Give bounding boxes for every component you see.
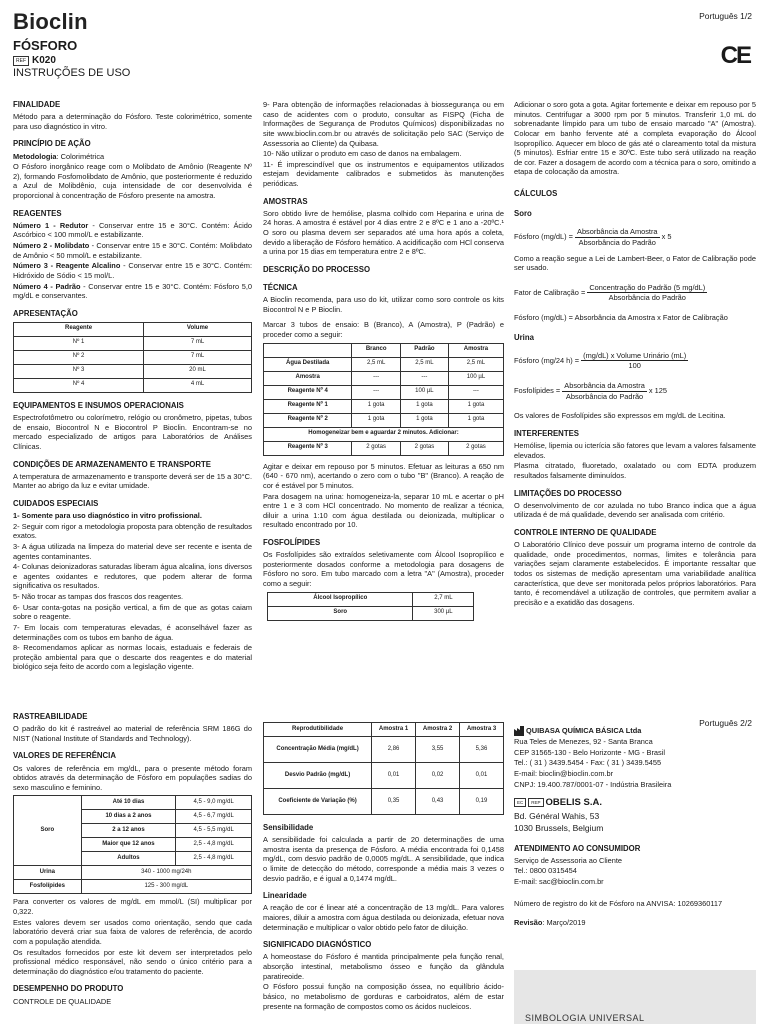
- contact-line: E-mail: sac@bioclin.com.br: [514, 876, 604, 886]
- brand-logo: Bioclin: [13, 9, 88, 34]
- table-cell: 1 gota: [448, 413, 503, 427]
- table-row: [14, 364, 252, 378]
- address-line: 1030 Brussels, Belgium: [514, 822, 604, 833]
- ref-code-value: K020: [32, 55, 56, 66]
- section-heading: CUIDADOS ESPECIAIS: [13, 498, 99, 508]
- table-cell: ---: [352, 371, 401, 385]
- address-line: Tel.: ( 31 ) 3439.5454 - Fax: ( 31 ) 3439.5455: [514, 758, 662, 768]
- paragraph: Como a reação segue a Lei de Lambert-Beer, o Fator de Calibração pode ser usado.: [514, 253, 756, 273]
- ce-mark-icon: CE: [720, 42, 750, 69]
- table-cell: Urina: [14, 866, 82, 880]
- paragraph: Estes valores devem ser usados como orientação, sendo que cada laboratório deverá criar sua faixa de valores de referência, de acordo com a população atendida.: [13, 917, 252, 946]
- section-heading: DESEMPENHO DO PRODUTO: [13, 984, 124, 994]
- section-heading: Sensibilidade: [263, 823, 314, 832]
- table-row: [264, 763, 504, 789]
- section-heading: EQUIPAMENTOS E INSUMOS OPERACIONAIS: [13, 400, 184, 410]
- page2-column-1: [13, 712, 252, 1007]
- fraction: [562, 381, 647, 401]
- list-item: 10- Não utilizar o produto em caso de danos na embalagem.: [263, 149, 462, 159]
- table-row: [14, 796, 252, 810]
- paragraph: Espectrofotômetro ou colorímetro, relógio ou cronômetro, pipetas, tubos de ensaio, Biocontrol N e Biocontrol P Bioclin. Encontram-se no mercado especializado de artigos para Laboratórios de Análises Clínicas.: [13, 413, 252, 451]
- table-cell: 100 µL: [448, 371, 503, 385]
- address-line: CNPJ: 19.400.787/0001-07 - Indústria Brasileira: [514, 779, 672, 789]
- section-heading: REAGENTES: [13, 208, 62, 218]
- fraction: [587, 283, 707, 303]
- table-cell: ---: [352, 385, 401, 399]
- paragraph: O Fósforo inorgânico reage com o Molibdato de Amônio (Reagente Nº 2), formando Fosfomolibdato de Amônio, que posteriormente é reduzido a Azul de Molibdênio, cuja intensidade de cor desenvolvida é proporcional à concentração de Fósforo presente na amostra.: [13, 162, 252, 200]
- section-heading: Urina: [514, 332, 534, 342]
- table-cell: ---: [400, 371, 448, 385]
- section-heading: ATENDIMENTO AO CONSUMIDOR: [514, 843, 641, 853]
- list-item: 5- Não trocar as tampas dos frascos dos reagentes.: [13, 592, 184, 601]
- reference-values-table: [13, 795, 252, 894]
- table-cell: Fosfolípides: [14, 880, 82, 894]
- page-language-label: Português 1/2: [699, 11, 752, 21]
- paragraph: Agitar e deixar em repouso por 5 minutos. Efetuar as leituras a 650 nm (640 - 670 nm), acertando o zero com o tubo "B" (Branco). A reação de cor é estável por 5 minutos.: [263, 461, 504, 490]
- table-row: [264, 357, 504, 371]
- manufacturer-icon: [514, 726, 524, 736]
- value: : Março/2019: [542, 918, 586, 928]
- list-item: 8- Recomendamos aplicar as normas locais, estaduais e federais de proteção ambiental para que o descarte dos reagentes e do material biológico seja feito de acordo com a legislação vigente.: [13, 643, 252, 672]
- label: Número 3 - Reagente Alcalino: [13, 261, 121, 271]
- section-heading: RASTREABILIDADE: [13, 712, 88, 721]
- formula-right: x 125: [648, 386, 667, 396]
- table-cell: 0,43: [416, 789, 460, 815]
- table-cell: 300 µL: [413, 606, 474, 620]
- eu-representative: [514, 797, 756, 809]
- paragraph: Método para a determinação do Fósforo. Teste colorimétrico, somente para uso diagnóstico in vitro.: [13, 112, 252, 131]
- table-cell: 0,19: [460, 789, 504, 815]
- table-cell: Água Destilada: [264, 357, 352, 371]
- table-cell: Nº 2: [14, 350, 144, 364]
- table-cell: 10 dias a 2 anos: [81, 810, 176, 824]
- table-cell: 2 gotas: [448, 441, 503, 455]
- table-cell: Reagente Nº 1: [264, 399, 352, 413]
- list-item: 11- É imprescindível que os instrumentos e equipamentos utilizados estejam devidamente calibrados e submetidos às manutenções periódicas.: [263, 159, 504, 188]
- procedure-table: [263, 343, 504, 456]
- table-cell: 1 gota: [352, 399, 401, 413]
- table-row: [264, 399, 504, 413]
- section-heading: CONTROLE INTERNO DE QUALIDADE: [514, 527, 657, 537]
- table-cell: 1 gota: [352, 413, 401, 427]
- contact-line: Tel.: 0800 0315454: [514, 866, 577, 876]
- table-cell: 4,5 - 6,7 mg/dL: [176, 810, 252, 824]
- label: Número 4 - Padrão: [13, 281, 81, 291]
- denominator: Absorbância do Padrão: [608, 293, 686, 303]
- table-header: Padrão: [400, 343, 448, 357]
- table-cell: 0,35: [372, 789, 416, 815]
- table-row: [264, 385, 504, 399]
- address-line: E-mail: bioclin@bioclin.com.br: [514, 768, 614, 778]
- paragraph: CONTROLE DE QUALIDADE: [13, 996, 112, 1006]
- section-heading: DESCRIÇÃO DO PROCESSO: [263, 264, 371, 274]
- formula-phosphorus: [514, 227, 756, 247]
- table-cell: Maior que 12 anos: [81, 838, 176, 852]
- page2-column-2: [263, 722, 504, 1012]
- table-cell: Até 10 dias: [81, 796, 176, 810]
- table-cell: Reagente Nº 3: [264, 441, 352, 455]
- anvisa-registration: Número de registro do kit de Fósforo na ANVISA: 10269360117: [514, 898, 723, 908]
- numerator: Concentração do Padrão (5 mg/dL): [589, 282, 706, 292]
- section-heading: LIMITAÇÕES DO PROCESSO: [514, 488, 622, 498]
- table-cell: 0,02: [416, 763, 460, 789]
- fraction: [575, 227, 660, 247]
- table-cell: Desvio Padrão (mg/dL): [264, 763, 372, 789]
- paragraph: [13, 282, 252, 301]
- table-row: [264, 737, 504, 763]
- table-cell: Nº 3: [14, 364, 144, 378]
- presentation-table: [13, 322, 252, 393]
- formula-factor: Fósforo (mg/dL) = Absorbância da Amostra x Fator de Calibração: [514, 313, 728, 322]
- revision: [514, 918, 756, 928]
- paragraph: A homeostase do Fósforo é mantida principalmente pela função renal, absorção intestinal, metabolismo ósseo e função da glândula paratireoide.: [263, 952, 504, 981]
- table-cell: 1 gota: [400, 399, 448, 413]
- table-header: Amostra 2: [416, 723, 460, 737]
- paragraph: Hemólise, lipemia ou icterícia são fatores que levam a valores falsamente elevados.: [514, 441, 756, 460]
- denominator: 100: [628, 361, 641, 371]
- phospholipids-table: [267, 592, 474, 621]
- paragraph: [13, 152, 252, 162]
- table-cell: 20 mL: [144, 364, 252, 378]
- table-row: [264, 427, 504, 441]
- section-heading: FINALIDADE: [13, 100, 61, 109]
- column-1: [13, 100, 252, 673]
- table-header: Branco: [352, 343, 401, 357]
- table-row: [14, 336, 252, 350]
- label: Número 1 - Redutor: [13, 220, 89, 230]
- table-row: [14, 350, 252, 364]
- table-row: [14, 378, 252, 392]
- label: Número 2 - Molibdato: [13, 241, 90, 250]
- table-cell: 100 µL: [400, 385, 448, 399]
- table-cell: 7 mL: [144, 350, 252, 364]
- numerator: Absorbância da Amostra: [564, 381, 645, 390]
- section-heading: INTERFERENTES: [514, 428, 579, 438]
- paragraph: Marcar 3 tubos de ensaio: B (Branco), A (Amostra), P (Padrão) e proceder como a seguir:: [263, 320, 504, 339]
- formula-phospholipids: [514, 381, 756, 401]
- manufacturer-name: [514, 726, 756, 736]
- label: Revisão: [514, 918, 543, 928]
- column-3: [514, 100, 756, 608]
- table-header: Volume: [144, 322, 252, 336]
- numerator: Absorbância da Amostra: [577, 227, 658, 237]
- table-cell: Soro: [14, 796, 82, 866]
- paragraph: Os valores de Fosfolípides são expressos em mg/dL de Lecitina.: [514, 411, 726, 421]
- list-item: 2- Seguir com rigor a metodologia proposta para obtenção de resultados exatos.: [13, 521, 252, 541]
- list-item: 3- A água utilizada na limpeza do material deve ser recente e isenta de agentes contaminantes.: [13, 541, 252, 561]
- address-line: CEP 31565-130 - Belo Horizonte - MG - Brasil: [514, 747, 666, 757]
- paragraph: [13, 261, 252, 280]
- paragraph: O desenvolvimento de cor azulada no tubo Branco indica que a água utilizada é de má qualidade, devendo ser analisada com critério.: [514, 500, 756, 520]
- list-item: 9- Para obtenção de informações relacionadas à biossegurança ou em caso de acidentes com o produto, consultar as FISPQ (Ficha de Informações de Segurança de Produtos Químicos) disponibilizadas no site www.bioclin.com.br ou através de solicitação pelo SAC (Serviço de Assessoria ao Cliente) da Quibasa.: [263, 100, 504, 148]
- table-header: Amostra 3: [460, 723, 504, 737]
- section-heading: Soro: [514, 209, 532, 219]
- table-header: Amostra 1: [372, 723, 416, 737]
- table-header: Amostra: [448, 343, 503, 357]
- ref-icon: REF: [13, 56, 29, 66]
- formula-calibration: [514, 283, 756, 303]
- table-cell: 7 mL: [144, 336, 252, 350]
- table-cell: Nº 1: [14, 336, 144, 350]
- formula-left: Fósforo (mg/dL) =: [514, 232, 573, 242]
- paragraph: A sensibilidade foi calculada a partir de 20 determinações de uma amostra isenta da presença de Fósforo. A média encontrada foi 0,1458 mg/dL, com desvio padrão de 0,0005 mg/dL. A sensibilidade, que indica o limite de detecção do método, corresponde a média mais 3 vezes o desvio padrão, e é igual a 0,1474 mg/dL.: [263, 835, 504, 883]
- label: Metodologia: [13, 151, 57, 161]
- paragraph: Para converter os valores de mg/dL em mmol/L (SI) multiplicar por 0,322.: [13, 897, 252, 916]
- table-cell: 2 gotas: [400, 441, 448, 455]
- paragraph: O padrão do kit é rastreável ao material de referência SRM 186G do NIST (National Institute of Standards and Technology).: [13, 724, 252, 743]
- formula-left: Fósforo (mg/24 h) =: [514, 355, 580, 365]
- denominator: Absorbância do Padrão: [578, 237, 656, 247]
- page2-column-3: [514, 718, 756, 929]
- company-name: QUIBASA QUÍMICA BÁSICA Ltda: [526, 726, 642, 735]
- table-cell: 4,5 - 9,0 mg/dL: [176, 796, 252, 810]
- table-cell: Coeficiente de Variação (%): [264, 789, 372, 815]
- section-heading: SIGNIFICADO DIAGNÓSTICO: [263, 940, 372, 950]
- value: : Colorimétrica: [56, 151, 105, 161]
- table-row: [264, 371, 504, 385]
- section-heading: VALORES DE REFERÊNCIA: [13, 751, 116, 761]
- formula-right: x 5: [661, 232, 672, 242]
- rep-name: OBELIS S.A.: [545, 797, 603, 809]
- contact-line: Serviço de Assessoria ao Cliente: [514, 855, 623, 865]
- table-cell: 2 a 12 anos: [81, 824, 176, 838]
- table-cell: 0,01: [372, 763, 416, 789]
- table-cell: 2,5 mL: [448, 357, 503, 371]
- table-cell: 2,5 mL: [400, 357, 448, 371]
- section-heading: TÉCNICA: [263, 283, 298, 292]
- table-cell: Álcool Isopropílico: [268, 592, 413, 606]
- section-heading: AMOSTRAS: [263, 196, 308, 206]
- table-cell: Soro: [268, 606, 413, 620]
- section-heading: PRINCÍPIO DE AÇÃO: [13, 139, 91, 149]
- paragraph: Os resultados fornecidos por este kit devem ser interpretados pelo profissional médico responsável, não sendo o único critério para a determinação do diagnóstico e/ou tratamento do paciente.: [13, 947, 252, 976]
- table-cell: Nº 4: [14, 378, 144, 392]
- section-heading: APRESENTAÇÃO: [13, 308, 78, 318]
- value: - Conservar entre 15 e 30°C. Contém: Ácido Ascórbico < 100 mmol/L e estabilizante.: [13, 220, 252, 240]
- table-cell: 2,86: [372, 737, 416, 763]
- fraction: [581, 351, 688, 371]
- paragraph: O Fósforo possui função na composição óssea, no equilíbrio ácido-básico, no metabolismo de gorduras e carboidratos, além de estar presente na formação de compostos como os ácidos nucleicos.: [263, 982, 504, 1011]
- rep-icon: REP: [528, 798, 543, 807]
- address-line: Rua Teles de Menezes, 92 - Santa Branca: [514, 737, 653, 747]
- table-cell: Concentração Média (mg/dL): [264, 737, 372, 763]
- paragraph: Soro obtido livre de hemólise, plasma colhido com Heparina e urina de 24 horas. A amostra é estável por 4 dias entre 2 e 8ºC e 1 ano a -20ºC.¹ O soro ou plasma devem ser separados até uma hora após a coleta, devido a liberação de Fósforo hemático. A acidificação com HCl conserva a urina por 15 dias em temperatura entre 2 e 8ºC.: [263, 208, 504, 257]
- table-header: Reprodutibilidade: [264, 723, 372, 737]
- table-cell: Adultos: [81, 852, 176, 866]
- reproducibility-table: [263, 722, 504, 815]
- table-cell: 125 - 300 mg/dL: [81, 880, 251, 894]
- table-cell: Reagente Nº 4: [264, 385, 352, 399]
- numerator: (mg/dL) x Volume Urinário (mL): [583, 350, 687, 360]
- section-heading: FOSFOLÍPIDES: [263, 538, 321, 547]
- ec-rep-icon: EC: [514, 798, 526, 807]
- list-item: 6- Usar conta-gotas na posição vertical, a fim de que as gotas caiam sobre o reagente.: [13, 602, 252, 622]
- denominator: Absorbância do Padrão: [565, 391, 644, 401]
- table-cell: 4 mL: [144, 378, 252, 392]
- table-header: Reagente: [14, 322, 144, 336]
- table-cell: ---: [448, 385, 503, 399]
- table-row: [268, 606, 474, 620]
- table-row: [264, 441, 504, 455]
- list-item: 1- Somente para uso diagnóstico in vitro profissional.: [13, 511, 202, 520]
- table-row: [14, 866, 252, 880]
- table-cell: 4,5 - 5,5 mg/dL: [176, 824, 252, 838]
- table-cell: 5,36: [460, 737, 504, 763]
- section-heading: Linearidade: [263, 891, 307, 901]
- paragraph: Os Fosfolípides são extraídos seletivamente com Álcool Isopropílico e posteriormente dosados conforme a metodologia para dosagens de Fósforo no soro. Em tubo marcado com a letra "A" (Amostra), proceder como a seguir:: [263, 550, 504, 588]
- table-cell: 0,01: [460, 763, 504, 789]
- table-cell: 2 gotas: [352, 441, 401, 455]
- table-cell: 1 gota: [448, 399, 503, 413]
- table-row: [268, 592, 474, 606]
- address-line: Bd. Général Wahis, 53: [514, 810, 600, 821]
- section-heading: CÁLCULOS: [514, 189, 558, 198]
- list-item: 4- Colunas deionizadoras saturadas liberam água alcalina, íons diversos e agentes oxidantes e redutores, que podem alterar de forma significativa os resultados.: [13, 562, 252, 591]
- paragraph: Para dosagem na urina: homogeneiza-la, separar 10 mL e acertar o pH entre 1 e 3 com HCl concentrado. No momento de realizar a técnica, diluir a urina 1:10 com água destilada ou deionizada, multiplicar o resultado encontrado por 10.: [263, 491, 504, 530]
- column-2: [263, 100, 504, 624]
- table-cell: 2,5 mL: [352, 357, 401, 371]
- table-cell: 2,5 - 4,8 mg/dL: [176, 838, 252, 852]
- value: - Conservar entre 15 e 30°C. Contém: Fósforo 5,0 mg/dL e conservantes.: [13, 281, 252, 301]
- list-item: 7- Em locais com temperaturas elevadas, é aconselhável fazer as determinações com os tubos em banho de água.: [13, 622, 252, 642]
- paragraph: A temperatura de armazenamento e transporte deverá ser de 15 a 30°C. Manter ao abrigo da luz e evitar umidade.: [13, 471, 252, 491]
- paragraph: A reação de cor é linear até a concentração de 13 mg/dL. Para valores maiores, diluir a amostra com água destilada ou deionizada, efetuar nova determinação e multiplicar o valor obtido pelo fator de diluição.: [263, 903, 504, 932]
- paragraph: Plasma citratado, fluoretado, oxalatado ou com EDTA produzem resultados falsamente diminuídos.: [514, 461, 756, 480]
- paragraph: Os valores de referência em mg/dL, para o presente método foram obtidos através da determinação de Fósforo em populações sadias do sexo masculino e feminino.: [13, 763, 252, 792]
- table-row: [264, 789, 504, 815]
- document-subtitle: INSTRUÇÕES DE USO: [13, 67, 131, 79]
- table-cell: Amostra: [264, 371, 352, 385]
- table-cell: Homogeneizar bem e aguardar 2 minutos. Adicionar:: [264, 427, 504, 441]
- table-cell: 1 gota: [400, 413, 448, 427]
- table-cell: 2,7 mL: [413, 592, 474, 606]
- table-cell: 3,55: [416, 737, 460, 763]
- symbology-title: SIMBOLOGIA UNIVERSAL: [525, 1013, 645, 1023]
- table-header: [264, 343, 352, 357]
- table-cell: 340 - 1000 mg/24h: [81, 866, 251, 880]
- section-heading: CONDIÇÕES DE ARMAZENAMENTO E TRANSPORTE: [13, 459, 211, 469]
- table-cell: 2,5 - 4,8 mg/dL: [176, 852, 252, 866]
- formula-left: Fosfolípides =: [514, 386, 561, 396]
- value: - Conservar entre 15 e 30°C. Contém: Hidróxido de Sódio < 15 mol/L.: [13, 261, 252, 280]
- product-title: FÓSFORO: [13, 38, 78, 53]
- paragraph: Adicionar o soro gota a gota. Agitar fortemente e deixar em repouso por 5 minutos. Centrifugar a 3000 rpm por 5 minutos. Transferir 1,0 mL do sobrenadante límpido para um tubo de ensaio marcado "A" (Amostra). Colocar em banho fervente até a completa evaporação do Álcool Isopropílico. Aquecer em bloco de gás até o clareamento total da mistura (5 minutos). Esfriar entre 15 e 30ºC. Este tubo será utilizado na reação de cor. Fazer a dosagem de acordo com a técnica para o soro, omitindo a etapa de colocação da amostra.: [514, 100, 756, 177]
- paragraph: O Laboratório Clínico deve possuir um programa interno de controle da qualidade, onde procedimentos, normas, limites e tolerância para variações sejam claramente estabelecidos. É importante ressaltar que todos os sistemas de medição apresentam uma variabilidade analítica característica, que deve ser monitorada pelos próprios laboratórios. Para tanto, é recomendável a utilização de controles, que permitem avaliar a precisão e a exatidão das dosagens.: [514, 540, 756, 607]
- value: - Conservar entre 15 e 30°C. Contém: Molibdato de Amônio < 50 mmol/L e estabilizante.: [13, 241, 252, 260]
- paragraph: A Bioclin recomenda, para uso do kit, utilizar como soro controle os kits Biocontrol N e P Bioclin.: [263, 295, 504, 314]
- table-row: [264, 413, 504, 427]
- table-row: [14, 880, 252, 894]
- page2-language-label: Português 2/2: [699, 718, 752, 728]
- paragraph: [13, 221, 252, 240]
- formula-left: Fator de Calibração =: [514, 287, 586, 297]
- table-cell: Reagente Nº 2: [264, 413, 352, 427]
- paragraph: [13, 241, 252, 260]
- formula-urine: [514, 351, 756, 371]
